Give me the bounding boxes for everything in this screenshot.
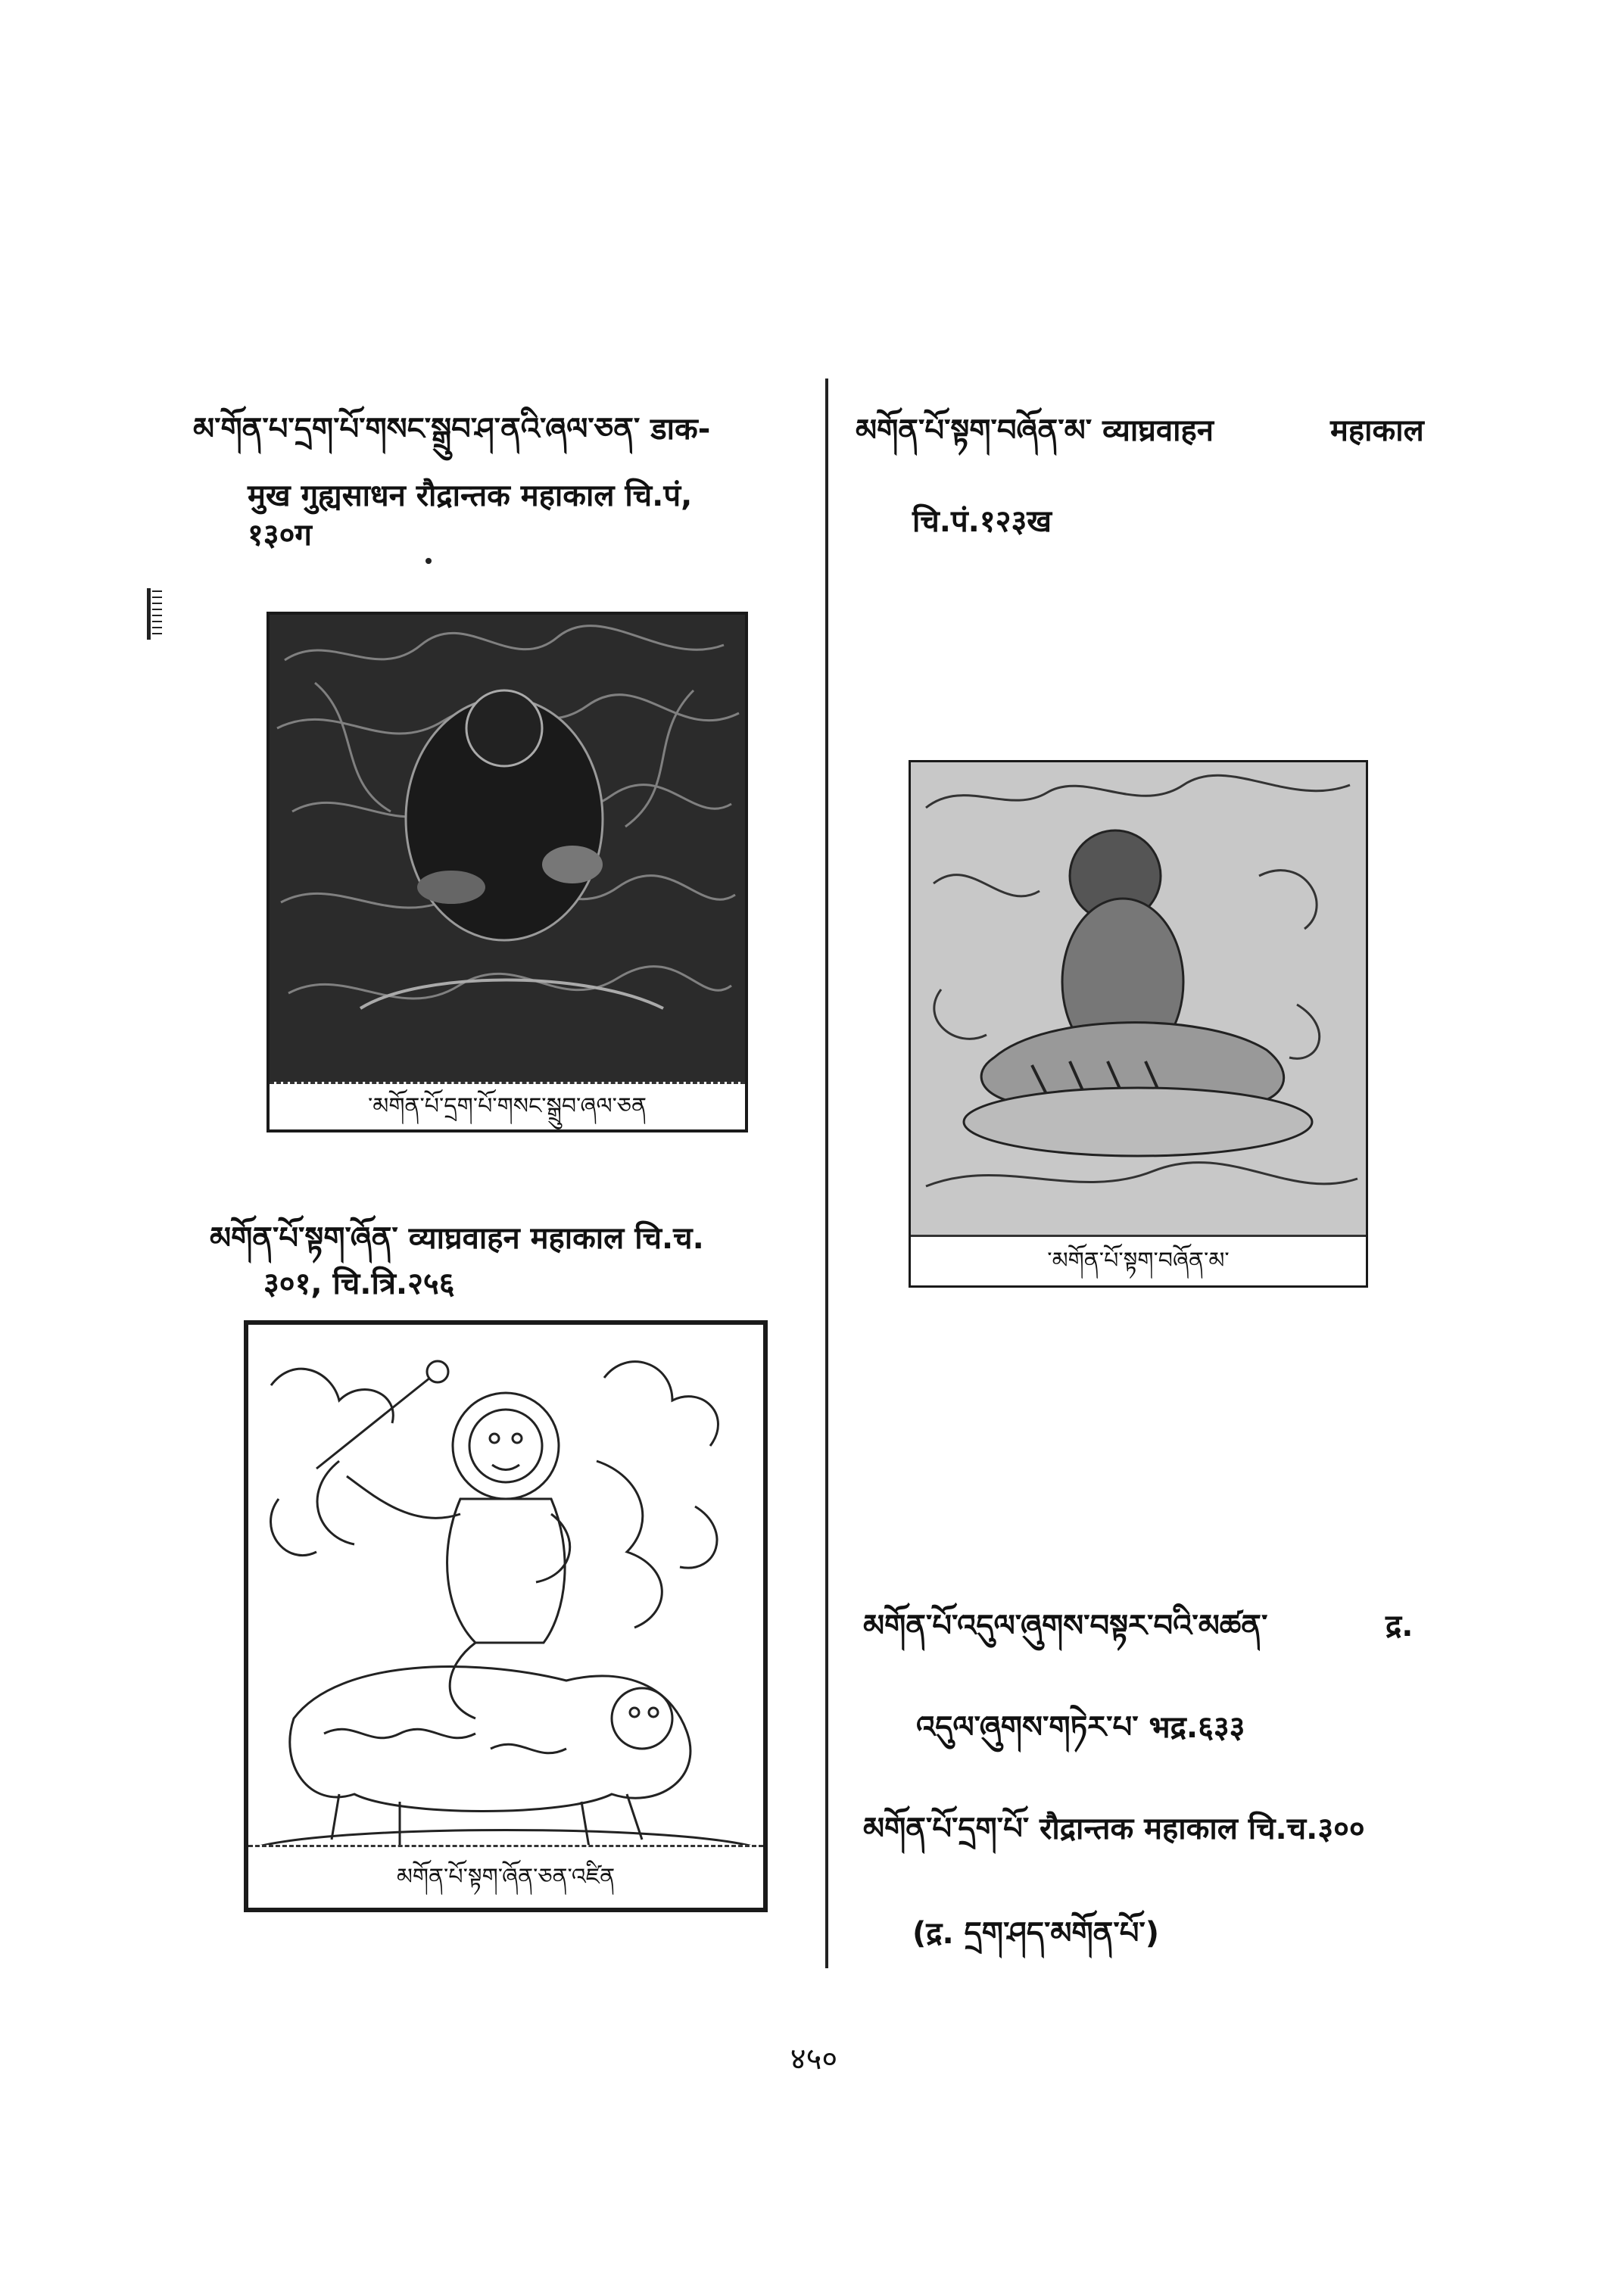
left-entry1-heading-line2: मुख गुह्यसाधन रौद्रान्तक महाकाल चि.पं, bbox=[248, 478, 693, 513]
speck-mark bbox=[425, 558, 432, 564]
ruler-mark-icon bbox=[145, 587, 165, 641]
right-entry2-heading-line2: འདུལ་ཞུགས་གཏེར་པ་ भद्र.६३३ bbox=[916, 1710, 1245, 1745]
right-entry3-heading-line2: (द्र. དྲག་ཤད་མགོན་པོ་) bbox=[912, 1916, 1160, 1951]
left-entry2-heading-line1: མགོན་པོ་སྟག་ཞོན་ व्याघ्रवाहन महाकाल चि.च. bbox=[210, 1221, 704, 1256]
right-entry1-heading-line2: चि.पं.१२३ख bbox=[912, 504, 1052, 539]
right-illustration-1 bbox=[909, 760, 1368, 1288]
left-illustration-2-caption: མགོན་པོ་སྟག་ཞོན་ཅན་འཛིན bbox=[248, 1845, 763, 1908]
page-number: ४५० bbox=[790, 2042, 838, 2076]
left-illustration-2 bbox=[244, 1320, 768, 1912]
left-illustration-1-caption: ་མགོན་པོ་དྲག་པོ་གསང་སྒྲུབ་ཞལ་ཅན bbox=[270, 1082, 745, 1129]
left-entry1-heading-line3: १३०ग bbox=[248, 518, 312, 553]
left-entry2-heading-line2: ३०१, चि.त्रि.२५६ bbox=[263, 1266, 455, 1301]
right-entry2-heading-line1: མགོན་པོ་འདུལ་ཞུགས་བསྟར་བའི་མཚན་ bbox=[863, 1609, 1268, 1643]
dark-deity-print-icon bbox=[270, 615, 745, 1084]
left-illustration-1 bbox=[267, 612, 748, 1132]
right-entry2-heading-line1-tail: द्र. bbox=[1386, 1609, 1414, 1643]
right-entry3-heading-line1: མགོན་པོ་དྲག་པོ་ रौद्रान्तक महाकाल चि.च.३०० bbox=[863, 1812, 1365, 1846]
left-entry1-heading-line1: མ་གོན་པ་དྲག་པོ་གསང་སྒྲུབ་ཤ་ནའི་ཞལ་ཅན་ डाक- bbox=[193, 412, 711, 447]
deity-on-tiger-drawing-icon bbox=[248, 1325, 763, 1862]
right-entry1-heading-line1: མགོན་པོ་སྟག་བཞོན་མ་ व्याघ्रवाहन bbox=[856, 413, 1214, 448]
right-illustration-1-caption: ་མགོན་པོ་སྟག་བཞོན་མ་ bbox=[911, 1235, 1366, 1285]
deity-on-tiger-print-icon bbox=[911, 762, 1366, 1239]
column-divider bbox=[825, 379, 828, 1968]
right-entry1-heading-line1-tail: महाकाल bbox=[1330, 413, 1424, 448]
